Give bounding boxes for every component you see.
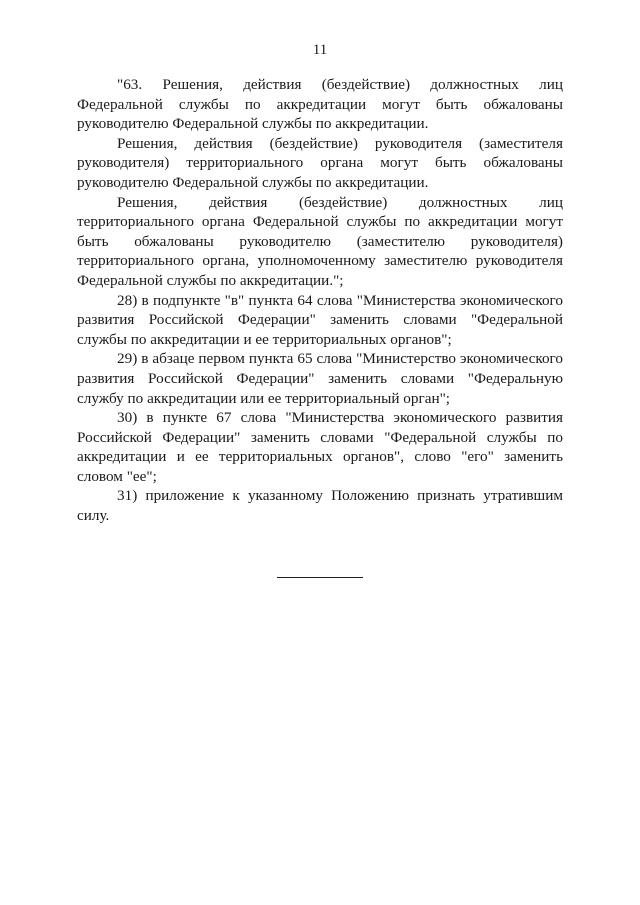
paragraph-territorial-officials-appeal: Решения, действия (бездействие) должностных лиц территориального органа Федеральной службы по аккредитации могут быть обжалованы руководителю (заместителю руководителя) территориального органа, уполномоченному заместителю руководителя Федеральной службы по аккредитации."; bbox=[77, 193, 563, 289]
paragraph-item-29: 29) в абзаце первом пункта 65 слова "Министерство экономического развития Российской Федерации" заменить словами "Федеральную службу по аккредитации или ее территориальный орган"; bbox=[77, 350, 563, 407]
document-body bbox=[77, 75, 563, 526]
paragraph-territorial-head-appeal: Решения, действия (бездействие) руководителя (заместителя руководителя) территориального органа могут быть обжалованы руководителю Федеральной службы по аккредитации. bbox=[77, 134, 563, 191]
page-number: 11 bbox=[312, 42, 328, 58]
paragraph-item-28: 28) в подпункте "в" пункта 64 слова "Министерства экономического развития Российской Федерации" заменить словами "Федеральной службы по аккредитации и ее территориальных органов"; bbox=[77, 291, 563, 348]
paragraph-item-30: 30) в пункте 67 слова "Министерства экономического развития Российской Федерации" заменить словами "Федеральной службы по аккредитации и ее территориальных органов", слово "его" заменить словом "ее"; bbox=[77, 409, 563, 485]
end-separator-line bbox=[277, 577, 363, 578]
paragraph-63-decision-appeal: "63. Решения, действия (бездействие) должностных лиц Федеральной службы по аккредитации могут быть обжалованы руководителю Федеральной службы по аккредитации. bbox=[77, 76, 563, 133]
paragraph-item-31: 31) приложение к указанному Положению признать утратившим силу. bbox=[77, 487, 563, 525]
